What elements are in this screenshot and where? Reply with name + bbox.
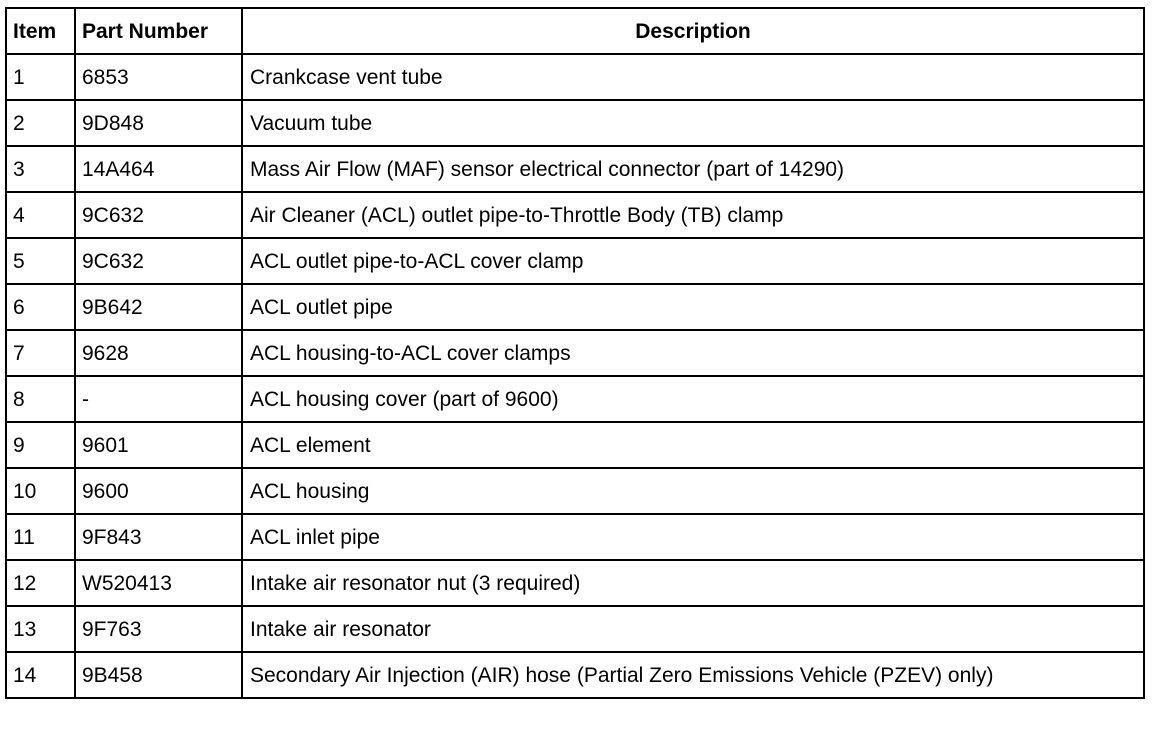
cell-item: 5 [6,238,75,284]
cell-description: Mass Air Flow (MAF) sensor electrical connector (part of 14290) [242,146,1144,192]
table-row [6,376,1144,422]
cell-part-number: 9600 [75,468,242,514]
cell-description: ACL housing-to-ACL cover clamps [242,330,1144,376]
cell-part-number: 9C632 [75,192,242,238]
header-row [6,8,1144,54]
cell-item: 9 [6,422,75,468]
table-row [6,652,1144,698]
cell-item: 7 [6,330,75,376]
cell-description: Intake air resonator nut (3 required) [242,560,1144,606]
table-row [6,146,1144,192]
table-row [6,514,1144,560]
header-description: Description [242,8,1144,54]
table-row [6,100,1144,146]
cell-item: 10 [6,468,75,514]
table-row [6,422,1144,468]
cell-item: 11 [6,514,75,560]
table-row [6,560,1144,606]
cell-description: ACL outlet pipe-to-ACL cover clamp [242,238,1144,284]
table-body [6,54,1144,698]
table-row [6,330,1144,376]
cell-part-number: W520413 [75,560,242,606]
table-header [6,8,1144,54]
cell-description: ACL inlet pipe [242,514,1144,560]
cell-description: Intake air resonator [242,606,1144,652]
cell-part-number: 6853 [75,54,242,100]
table-row [6,54,1144,100]
cell-item: 3 [6,146,75,192]
cell-item: 13 [6,606,75,652]
cell-part-number: 9F763 [75,606,242,652]
cell-part-number: 9F843 [75,514,242,560]
table-row [6,284,1144,330]
cell-description: ACL housing [242,468,1144,514]
cell-description: ACL element [242,422,1144,468]
cell-item: 12 [6,560,75,606]
cell-item: 14 [6,652,75,698]
cell-part-number: 9B458 [75,652,242,698]
cell-item: 2 [6,100,75,146]
table-row [6,238,1144,284]
cell-part-number: 14A464 [75,146,242,192]
cell-description: Vacuum tube [242,100,1144,146]
header-part-number: Part Number [75,8,242,54]
table-row [6,606,1144,652]
cell-item: 6 [6,284,75,330]
cell-item: 1 [6,54,75,100]
parts-table [5,7,1145,699]
cell-part-number: 9B642 [75,284,242,330]
cell-part-number: 9601 [75,422,242,468]
cell-item: 4 [6,192,75,238]
header-item: Item [6,8,75,54]
cell-item: 8 [6,376,75,422]
cell-description: Secondary Air Injection (AIR) hose (Partial Zero Emissions Vehicle (PZEV) only) [242,652,1144,698]
cell-description: Crankcase vent tube [242,54,1144,100]
cell-description: Air Cleaner (ACL) outlet pipe-to-Throttle Body (TB) clamp [242,192,1144,238]
cell-part-number: 9D848 [75,100,242,146]
cell-part-number: - [75,376,242,422]
parts-table-container [5,7,1145,699]
cell-description: ACL outlet pipe [242,284,1144,330]
table-row [6,192,1144,238]
table-row [6,468,1144,514]
cell-description: ACL housing cover (part of 9600) [242,376,1144,422]
cell-part-number: 9C632 [75,238,242,284]
cell-part-number: 9628 [75,330,242,376]
